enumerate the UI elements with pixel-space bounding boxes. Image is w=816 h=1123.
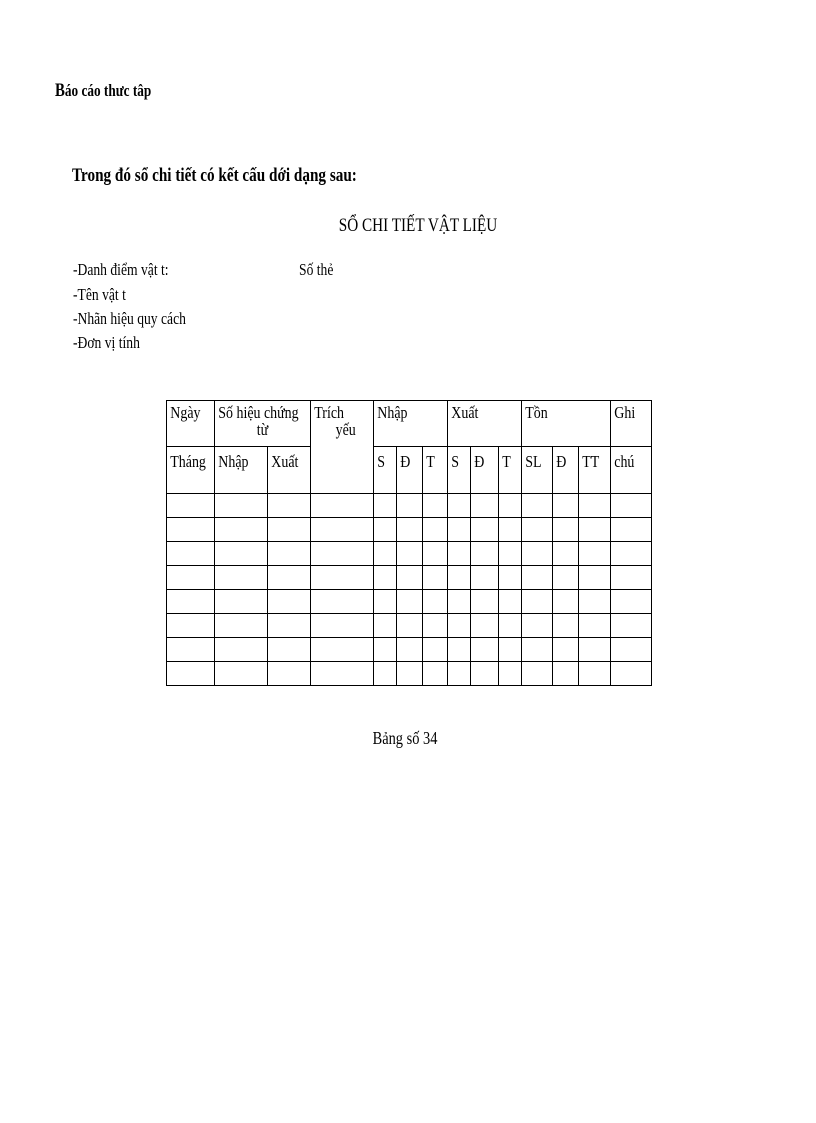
table-row xyxy=(167,662,652,686)
header-trich-yeu xyxy=(311,401,374,494)
table-cell xyxy=(311,614,374,638)
report-header xyxy=(55,80,151,102)
table-cell xyxy=(579,542,611,566)
table-cell xyxy=(268,542,311,566)
header-xuat-d: Đ xyxy=(471,447,499,494)
table-cell xyxy=(215,542,268,566)
table-cell xyxy=(553,518,579,542)
table-cell xyxy=(471,542,499,566)
table-cell xyxy=(471,566,499,590)
table-cell xyxy=(397,662,423,686)
intro-text: Trong đó sổ chi tiết có kết cấu dới dạng sau: xyxy=(72,165,357,186)
table-cell xyxy=(167,590,215,614)
table-cell xyxy=(268,566,311,590)
table-cell xyxy=(553,566,579,590)
table-cell xyxy=(448,614,471,638)
table-cell xyxy=(499,614,522,638)
field-ten-vat: -Tên vật t xyxy=(73,285,126,304)
table-cell xyxy=(448,662,471,686)
table-cell xyxy=(215,614,268,638)
table-cell xyxy=(268,638,311,662)
table-cell xyxy=(522,542,553,566)
table-cell xyxy=(522,566,553,590)
header-nhap-d: Đ xyxy=(397,447,423,494)
table-cell xyxy=(167,494,215,518)
table-cell xyxy=(397,542,423,566)
table-cell xyxy=(448,590,471,614)
table-cell xyxy=(215,662,268,686)
table-row xyxy=(167,614,652,638)
table-cell xyxy=(579,518,611,542)
table-cell xyxy=(471,614,499,638)
header-row-2 xyxy=(167,447,652,494)
header-nhap-group: Nhập xyxy=(374,401,448,447)
table-row xyxy=(167,566,652,590)
table-cell xyxy=(522,662,553,686)
header-trich-line2: yếu xyxy=(335,420,356,439)
table-cell xyxy=(374,638,397,662)
ledger-body xyxy=(167,494,652,686)
table-row xyxy=(167,590,652,614)
table-cell xyxy=(553,542,579,566)
table-cell xyxy=(374,566,397,590)
table-cell xyxy=(167,638,215,662)
table-cell xyxy=(611,542,652,566)
table-row xyxy=(167,638,652,662)
table-cell xyxy=(423,590,448,614)
header-ton-group: Tồn xyxy=(522,401,611,447)
table-cell xyxy=(448,494,471,518)
report-header-rest: áo cáo thưc tâp xyxy=(64,81,152,100)
table-cell xyxy=(448,518,471,542)
table-cell xyxy=(499,638,522,662)
header-xuat-t: T xyxy=(499,447,522,494)
table-cell xyxy=(423,494,448,518)
header-row-1 xyxy=(167,401,652,447)
table-cell xyxy=(471,494,499,518)
table-cell xyxy=(215,566,268,590)
header-ngay: Ngày xyxy=(167,401,215,447)
field-don-vi: -Đơn vị tính xyxy=(73,333,140,352)
header-so-hieu-nhap: Nhập xyxy=(215,447,268,494)
table-cell xyxy=(397,566,423,590)
table-cell xyxy=(167,542,215,566)
table-cell xyxy=(215,494,268,518)
table-cell xyxy=(471,590,499,614)
table-cell xyxy=(579,638,611,662)
header-xuat-group: Xuất xyxy=(448,401,522,447)
table-cell xyxy=(397,518,423,542)
table-cell xyxy=(522,638,553,662)
table-cell xyxy=(499,494,522,518)
table-cell xyxy=(499,566,522,590)
table-cell xyxy=(499,590,522,614)
table-cell xyxy=(397,614,423,638)
table-cell xyxy=(374,494,397,518)
table-cell xyxy=(215,638,268,662)
table-cell xyxy=(397,590,423,614)
table-cell xyxy=(499,518,522,542)
table-cell xyxy=(579,590,611,614)
table-cell xyxy=(448,638,471,662)
header-so-hieu-line1: Số hiệu chứng xyxy=(218,403,299,422)
table-cell xyxy=(311,566,374,590)
header-trich-line1: Trích xyxy=(314,403,344,422)
table-caption: Bảng số 34 xyxy=(372,728,438,748)
table-cell xyxy=(553,614,579,638)
table-cell xyxy=(167,614,215,638)
header-ton-d: Đ xyxy=(553,447,579,494)
header-so-hieu-line2: từ xyxy=(256,420,269,439)
table-cell xyxy=(611,662,652,686)
table-cell xyxy=(579,566,611,590)
table-cell xyxy=(471,662,499,686)
table-cell xyxy=(579,494,611,518)
report-header-initial: B xyxy=(55,80,65,101)
table-cell xyxy=(579,614,611,638)
table-cell xyxy=(268,590,311,614)
table-cell xyxy=(397,494,423,518)
table-cell xyxy=(215,518,268,542)
table-cell xyxy=(374,590,397,614)
table-cell xyxy=(397,638,423,662)
table-cell xyxy=(522,494,553,518)
table-cell xyxy=(374,614,397,638)
header-chu: chú xyxy=(611,447,652,494)
table-cell xyxy=(499,662,522,686)
table-cell xyxy=(499,542,522,566)
field-so-the: Số thẻ xyxy=(299,260,334,279)
table-cell xyxy=(423,566,448,590)
table-cell xyxy=(553,494,579,518)
table-cell xyxy=(167,518,215,542)
table-cell xyxy=(522,614,553,638)
table-cell xyxy=(611,590,652,614)
table-cell xyxy=(268,662,311,686)
table-cell xyxy=(611,566,652,590)
table-cell xyxy=(522,590,553,614)
table-cell xyxy=(268,614,311,638)
table-cell xyxy=(311,662,374,686)
table-cell xyxy=(471,638,499,662)
table-cell xyxy=(423,638,448,662)
header-so-hieu xyxy=(215,401,311,447)
table-cell xyxy=(311,590,374,614)
table-cell xyxy=(553,662,579,686)
table-cell xyxy=(311,518,374,542)
header-xuat-s: S xyxy=(448,447,471,494)
header-ton-tt: TT xyxy=(579,447,611,494)
table-cell xyxy=(611,494,652,518)
table-cell xyxy=(374,542,397,566)
table-cell xyxy=(423,518,448,542)
table-cell xyxy=(167,566,215,590)
table-row xyxy=(167,494,652,518)
table-cell xyxy=(611,638,652,662)
table-cell xyxy=(374,518,397,542)
header-so-hieu-xuat: Xuất xyxy=(268,447,311,494)
table-row xyxy=(167,542,652,566)
ledger-table xyxy=(166,400,652,686)
table-cell xyxy=(448,542,471,566)
table-cell xyxy=(167,662,215,686)
field-danh-diem: -Danh điểm vật t: xyxy=(73,260,169,279)
table-cell xyxy=(579,662,611,686)
header-ghi: Ghi xyxy=(611,401,652,447)
table-cell xyxy=(215,590,268,614)
table-cell xyxy=(423,542,448,566)
header-nhap-t: T xyxy=(423,447,448,494)
table-cell xyxy=(423,614,448,638)
table-cell xyxy=(374,662,397,686)
header-ton-sl: SL xyxy=(522,447,553,494)
table-cell xyxy=(311,494,374,518)
table-cell xyxy=(553,590,579,614)
header-nhap-s: S xyxy=(374,447,397,494)
table-cell xyxy=(311,542,374,566)
table-cell xyxy=(423,662,448,686)
table-cell xyxy=(448,566,471,590)
document-title: SỔ CHI TIẾT VẬT LIỆU xyxy=(338,215,498,236)
header-thang: Tháng xyxy=(167,447,215,494)
table-cell xyxy=(522,518,553,542)
table-cell xyxy=(611,518,652,542)
table-row xyxy=(167,518,652,542)
table-cell xyxy=(268,494,311,518)
field-nhan-hieu: -Nhãn hiệu quy cách xyxy=(73,309,186,328)
table-cell xyxy=(268,518,311,542)
table-cell xyxy=(471,518,499,542)
table-cell xyxy=(311,638,374,662)
table-cell xyxy=(611,614,652,638)
table-cell xyxy=(553,638,579,662)
